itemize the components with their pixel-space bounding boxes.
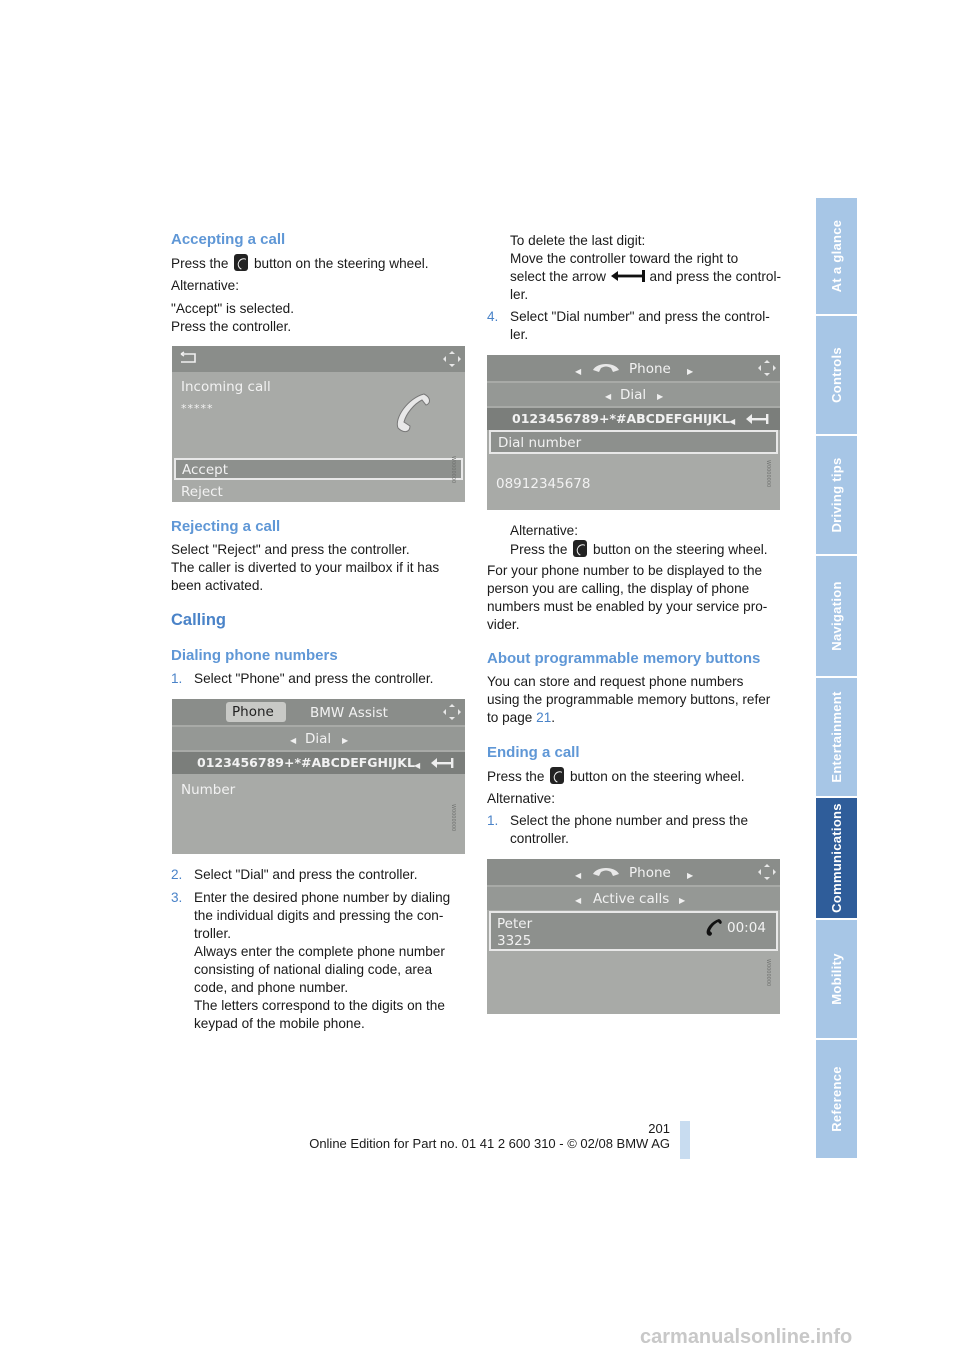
chevron-left-icon: ◀	[575, 896, 582, 905]
phone-button-icon	[234, 254, 248, 271]
chevron-left-icon: ◀	[290, 736, 297, 745]
screen-top-bar	[172, 346, 465, 372]
page-number: 201	[648, 1121, 670, 1136]
sidebar-tab-navigation[interactable]: Navigation	[816, 556, 857, 678]
image-code: W0000000	[765, 959, 771, 987]
sidebar-tab-entertainment[interactable]: Entertainment	[816, 678, 857, 798]
accepting-alternative: Alternative:	[171, 278, 240, 293]
sidebar-tab-reference[interactable]: Reference	[816, 1040, 857, 1160]
delete-arrow-icon	[610, 270, 646, 282]
accepting-press-text: Press the button on the steering wheel.	[171, 256, 429, 271]
display-number-text: For your phone number to be displayed to the person you are calling, the display of phone numbers must be enabled by your service pro- vider.	[487, 563, 768, 632]
active-call-entry[interactable]: Peter 3325 00:04	[489, 911, 778, 951]
sidebar-tab-driving-tips[interactable]: Driving tips	[816, 436, 857, 556]
delete-arrow-icon[interactable]	[430, 757, 456, 769]
sidebar-tab-at-a-glance[interactable]: At a glance	[816, 198, 857, 316]
ending-alternative: Alternative:	[487, 791, 556, 806]
entered-number: 08912345678	[496, 476, 591, 492]
digits-string: 0123456789+*#ABCDEFGHIJKL	[512, 411, 730, 426]
active-calls-screen	[487, 859, 780, 1014]
tab-phone[interactable]: Phone	[226, 702, 286, 722]
chevron-left-icon: ◀	[575, 871, 582, 880]
digit-left-icon: ◀	[414, 761, 421, 770]
phone-button-icon	[550, 767, 564, 784]
image-code: W0000000	[450, 804, 456, 832]
accept-option[interactable]: Accept	[174, 458, 463, 480]
phone-handset-icon	[591, 360, 621, 374]
dialing-heading: Dialing phone numbers	[171, 647, 338, 664]
active-calls-label: Active calls	[593, 891, 670, 907]
rejecting-call-heading: Rejecting a call	[171, 518, 281, 535]
phone-label: Phone	[629, 361, 671, 377]
dial-number-option[interactable]: Dial number	[489, 430, 778, 454]
number-field[interactable]: Number	[181, 782, 236, 798]
chevron-left-icon: ◀	[575, 367, 582, 376]
back-icon	[178, 351, 198, 365]
move-arrows-icon	[442, 350, 462, 368]
caller-stars: *****	[181, 402, 214, 415]
move-arrows-icon	[757, 359, 777, 377]
reject-option[interactable]: Reject	[181, 484, 223, 500]
chevron-right-icon: ▶	[687, 367, 694, 376]
chevron-right-icon: ▶	[687, 871, 694, 880]
reject-line-2: The caller is diverted to your mailbox if it has	[171, 560, 440, 575]
accept-selected-text: "Accept" is selected.	[171, 301, 294, 316]
ending-press-text: Press the button on the steering wheel.	[487, 769, 745, 784]
accepting-call-heading: Accepting a call	[171, 231, 286, 248]
digits-string: 0123456789+*#ABCDEFGHIJKL	[197, 755, 415, 770]
memory-text: You can store and request phone numbers using the programmable memory buttons, refer to page 21.	[487, 674, 771, 725]
handset-icon	[384, 388, 436, 440]
sidebar-tab-controls[interactable]: Controls	[816, 316, 857, 436]
calling-heading: Calling	[171, 611, 227, 629]
incoming-call-title: Incoming call	[181, 379, 271, 395]
alternative-text: Alternative: Press the button on the steering wheel.	[510, 523, 768, 557]
chevron-right-icon: ▶	[657, 392, 664, 401]
image-code: W0000000	[765, 460, 771, 488]
site-watermark: carmanualsonline.info	[640, 1326, 853, 1348]
chevron-right-icon: ▶	[679, 896, 686, 905]
move-arrows-icon	[442, 703, 462, 721]
chevron-left-icon: ◀	[605, 392, 612, 401]
memory-buttons-heading: About programmable memory buttons	[487, 650, 761, 667]
phone-label: Phone	[629, 865, 671, 881]
dial-label: Dial	[620, 387, 647, 403]
call-duration: 00:04	[727, 920, 766, 936]
phone-dial-screen	[172, 699, 465, 854]
sidebar-tab-mobility[interactable]: Mobility	[816, 920, 857, 1040]
dial-label: Dial	[305, 731, 332, 747]
move-arrows-icon	[757, 863, 777, 881]
ending-call-heading: Ending a call	[487, 744, 580, 761]
digit-left-icon: ◀	[729, 417, 736, 426]
sidebar-tab-communications[interactable]: Communications	[816, 798, 857, 920]
chevron-right-icon: ▶	[342, 736, 349, 745]
page-21-link[interactable]: 21	[536, 710, 552, 725]
page-marker-bar	[680, 1121, 690, 1159]
press-controller-text: Press the controller.	[171, 319, 292, 334]
tab-bmw-assist[interactable]: BMW Assist	[310, 705, 388, 721]
edition-footer: Online Edition for Part no. 01 41 2 600 310 - © 02/08 BMW AG	[309, 1136, 670, 1151]
image-code: W0000000	[450, 456, 456, 484]
phone-button-icon	[573, 540, 587, 557]
incoming-call-screen	[172, 346, 465, 502]
handset-icon	[703, 917, 725, 939]
dial-number-screen	[487, 355, 780, 510]
reject-line-3: been activated.	[171, 578, 264, 593]
delete-digit-text: To delete the last digit: Move the controller toward the right to select the arrow and press the control- ler.	[510, 233, 781, 302]
reject-line-1: Select "Reject" and press the controller.	[171, 542, 410, 557]
phone-handset-icon	[591, 864, 621, 878]
delete-arrow-icon[interactable]	[745, 413, 771, 425]
